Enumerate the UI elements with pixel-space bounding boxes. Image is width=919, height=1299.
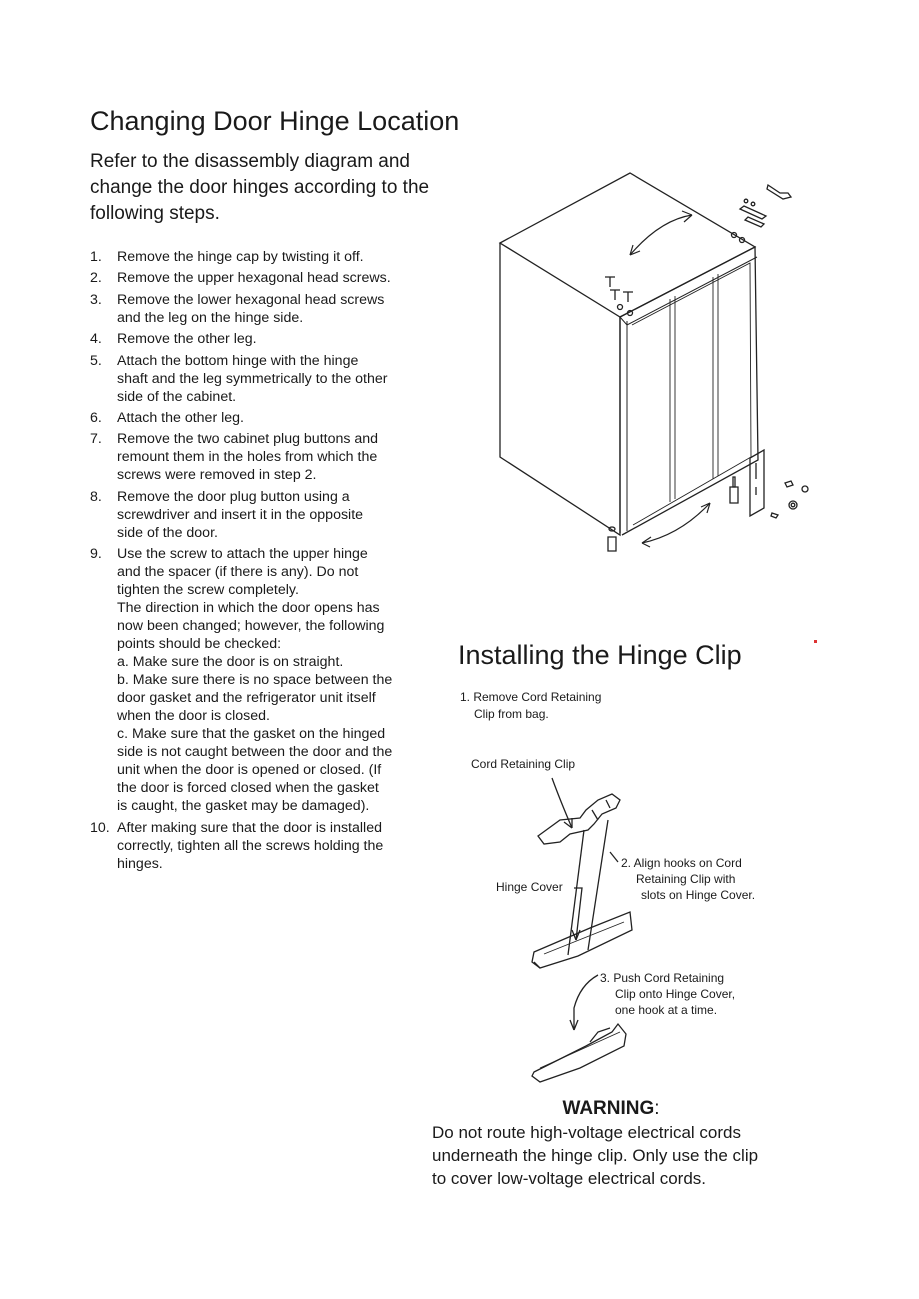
step-number: 5. — [90, 352, 102, 369]
step-number: 7. — [90, 431, 102, 448]
step-text-line: hinges. — [117, 855, 163, 872]
step-text-line: b. Make sure there is no space between the — [117, 672, 393, 689]
step-text-line: Remove the upper hexagonal head screws. — [117, 270, 391, 287]
step-text-line: now been changed; however, the following — [117, 618, 385, 635]
hinge-clip-title: Installing the Hinge Clip — [458, 640, 742, 670]
step-text-line: the door is forced closed when the gasket — [117, 780, 379, 797]
red-mark — [814, 640, 817, 643]
step-item — [90, 269, 435, 287]
cord-clip-label: Cord Retaining Clip — [471, 757, 576, 771]
step-item — [90, 352, 435, 406]
step-text-line: points should be checked: — [117, 636, 282, 653]
step-text-line: Remove the lower hexagonal head screws — [117, 291, 385, 308]
warning-colon: : — [654, 1098, 660, 1119]
step-text-line: After making sure that the door is installed — [117, 819, 382, 836]
step-text-line: tighten the screw completely. — [117, 582, 299, 599]
step-text-line: when the door is closed. — [117, 708, 271, 725]
step-text-line: The direction in which the door opens has — [117, 600, 380, 617]
step-number: 8. — [90, 488, 102, 505]
step-text-line: correctly, tighten all the screws holding the — [117, 837, 384, 854]
step-text-line: Remove the door plug button using a — [117, 488, 350, 505]
step-text-line: remount them in the holes from which the — [117, 449, 378, 466]
step-text-line: screws were removed in step 2. — [117, 467, 317, 484]
hinge-cover-label: Hinge Cover — [496, 880, 563, 894]
step-text-line: Remove the other leg. — [117, 331, 257, 348]
clip-step-2-line2: Retaining Clip with — [636, 872, 736, 886]
step-text-line: Attach the other leg. — [117, 409, 244, 426]
step-item — [90, 488, 435, 542]
clip-step-3-line3: one hook at a time. — [615, 1003, 718, 1017]
step-text-line: and the spacer (if there is any). Do not — [117, 564, 359, 581]
steps-list — [90, 248, 435, 876]
clip-step-2-line3: slots on Hinge Cover. — [641, 888, 756, 902]
step-number: 2. — [90, 270, 102, 287]
step-item — [90, 291, 435, 327]
step-number: 10. — [90, 819, 110, 836]
warning-label: WARNING — [562, 1098, 655, 1119]
step-item — [90, 819, 435, 873]
clip-step-3-line1: 3. Push Cord Retaining — [600, 971, 725, 985]
step-text-line: Use the screw to attach the upper hinge — [117, 546, 368, 563]
clip-step-3-line2: Clip onto Hinge Cover, — [615, 987, 736, 1001]
step-number: 1. — [90, 249, 102, 265]
step-text-line: screwdriver and insert it in the opposite — [117, 506, 364, 523]
step-number: 4. — [90, 331, 102, 348]
step-text-line: side is not caught between the door and the — [117, 744, 393, 761]
step-number: 9. — [90, 546, 102, 563]
step-number: 6. — [90, 409, 102, 426]
step-text-line: Attach the bottom hinge with the hinge — [117, 352, 359, 369]
step-text-line: Remove the two cabinet plug buttons and — [117, 431, 379, 448]
clip-step-2-line1: 2. Align hooks on Cord — [621, 856, 742, 870]
step-number: 3. — [90, 291, 102, 308]
warning-text: Do not route high-voltage electrical cords underneath the hinge clip. Only use the clip to cover low-voltage electrical cords. — [432, 1123, 759, 1188]
step-text-line: shaft and the leg symmetrically to the other — [117, 370, 388, 387]
intro-paragraph: Refer to the disassembly diagram and change the door hinges according to the following steps. — [90, 151, 430, 224]
step-text-line: unit when the door is opened or closed. (If — [117, 762, 382, 779]
step-text-line: is caught, the gasket may be damaged). — [117, 798, 370, 815]
step-text-line: side of the cabinet. — [117, 388, 237, 405]
clip-step-1-line2: Clip from bag. — [474, 707, 549, 721]
step-item — [90, 430, 435, 484]
step-text-line: c. Make sure that the gasket on the hinged — [117, 726, 386, 743]
step-text-line: Remove the hinge cap by twisting it off. — [117, 249, 364, 265]
clip-step-1 — [460, 689, 660, 723]
step-text-line: side of the door. — [117, 524, 218, 541]
step-item — [90, 409, 435, 427]
clip-step-1-line1: 1. Remove Cord Retaining — [460, 690, 602, 704]
step-text-line: and the leg on the hinge side. — [117, 309, 304, 326]
refrigerator-diagram — [470, 165, 815, 565]
hinge-clip-diagram — [520, 770, 660, 1090]
step-item — [90, 248, 435, 266]
step-text-line: a. Make sure the door is on straight. — [117, 654, 344, 671]
warning-heading — [430, 1098, 792, 1120]
step-text-line: door gasket and the refrigerator unit itself — [117, 690, 376, 707]
step-item — [90, 545, 435, 815]
step-item — [90, 330, 435, 348]
page-title: Changing Door Hinge Location — [90, 106, 460, 136]
